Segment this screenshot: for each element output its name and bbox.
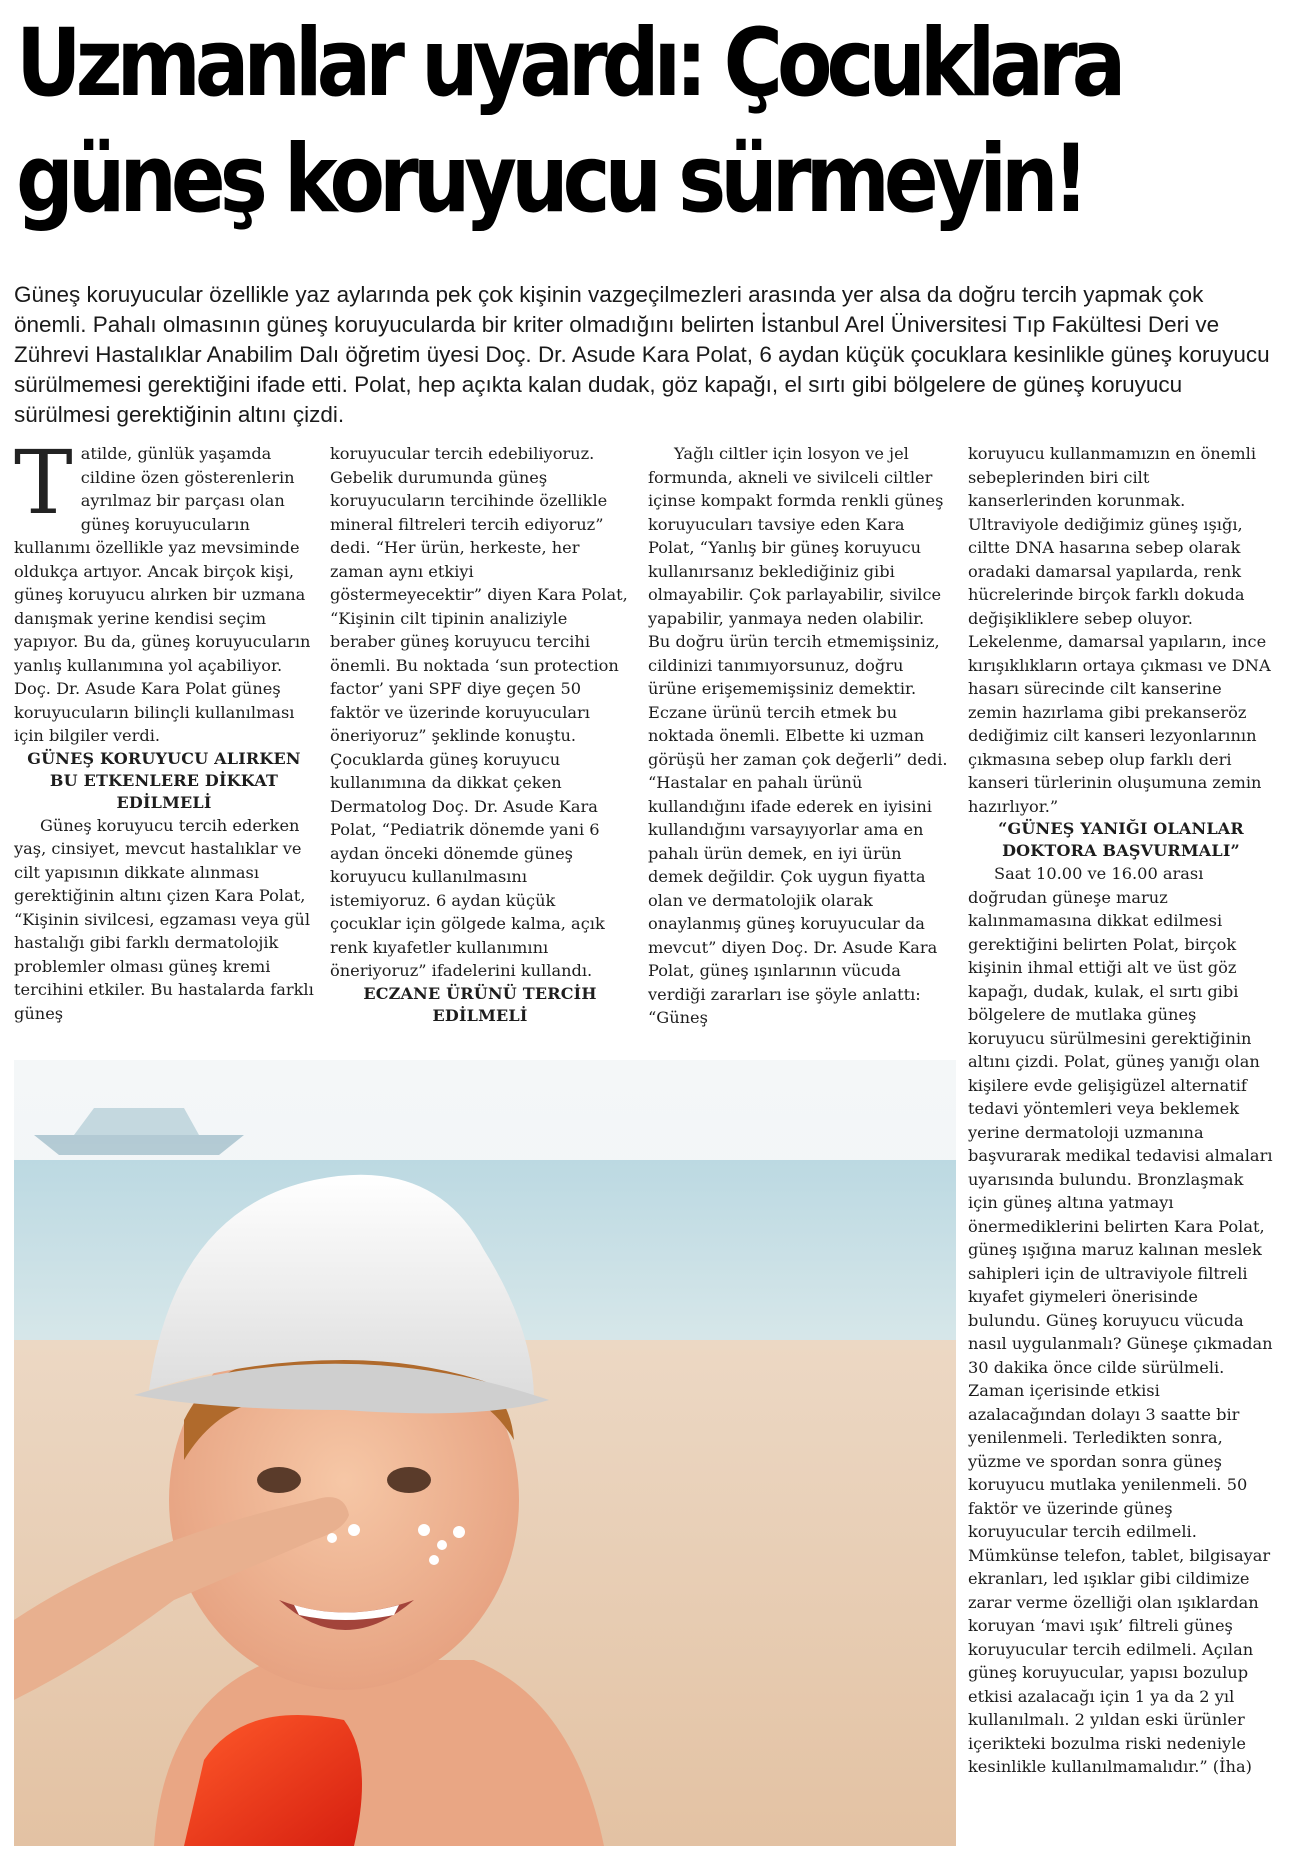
headline-line-1: Uzmanlar uyardı: Çocuklara: [16, 9, 1121, 118]
headline: [16, 6, 1121, 238]
drop-cap: T: [14, 431, 73, 534]
column-1-paragraph-1-text: atilde, günlük yaşamda cildine özen gösterenlerin ayrılmaz bir parçası olan güneş koruyucuların kullanımı özellikle yaz mevsiminde oldukça artıyor. Ancak birçok kişi, güneş koruyucu alırken bir uzmana danışmak yerine kendisi seçim yapıyor. Bu da, güneş koruyucuların yanlış kullanımına yol açabiliyor. Doç. Dr. Asude Kara Polat güneş koruyucuların bilinçli kullanılması için bilgiler verdi.: [14, 444, 311, 745]
headline-line-2: güneş koruyucu sürmeyin!: [16, 125, 1084, 234]
column-1-paragraph-2: Güneş koruyucu tercih ederken yaş, cinsiyet, mevcut hastalıklar ve cilt yapısının dikkate alınması gerektiğinin altını çizen Kara Polat, “Kişinin sivilcesi, egzaması veya gül hastalığı gibi farklı dermatolojik problemler olması güneş kremi tercihini etkiler. Bu hastalarda farklı güneş: [14, 815, 314, 1023]
column-2-paragraph-1: koruyucular tercih edebiliyoruz. Gebelik durumunda güneş koruyucuların tercihinde özellikle mineral filtreleri tercih ediyoruz” dedi. “Her ürün, herkeste, her zaman aynı etkiyi göstermeyecektir” diyen Kara Polat, “Kişinin cilt tipinin analiziyle beraber güneş koruyucu tercihi önemli. Bu noktada ‘sun protection factor’ yani SPF diye geçen 50 faktör ve üzerinde koruyucuları öneriyoruz” şeklinde konuştu. Çocuklarda güneş koruyucu kullanımına da dikkat çeken Dermatolog Doç. Dr. Asude Kara Polat, “Pediatrik dönemde yani 6 aydan önceki dönemde güneş koruyucu kullanılmasını istemiyoruz. 6 aydan küçük çocuklar için gölgede kalma, açık renk kıyafetler kullanımını öneriyoruz” ifadelerini kullandı.: [330, 444, 628, 980]
lead-paragraph: Güneş koruyucular özellikle yaz aylarında pek çok kişinin vazgeçilmezleri arasında yer alsa da doğru tercih yapmak çok önemli. Pahalı olmasının güneş koruyucularda bir kriter olmadığını belirten İstanbul Arel Üniversitesi Tıp Fakültesi Deri ve Zührevi Hastalıklar Anabilim Dalı öğretim üyesi Doç. Dr. Asude Kara Polat, 6 aydan küçük çocuklara kesinlikle güneş koruyucu sürülmemesi gerektiğini ifade etti. Polat, hep açıkta kalan dudak, göz kapağı, el sırtı gibi bölgelere de güneş koruyucu sürülmesi gerektiğinin altını çizdi.: [14, 282, 1270, 427]
article-column-3: [648, 442, 948, 1030]
subheading-gunes-yanigi: “GÜNEŞ YANIĞI OLANLAR DOKTORA BAŞVURMALI”: [998, 819, 1244, 860]
article-column-2: [330, 442, 630, 1027]
child-sunscreen-photo: [14, 1060, 956, 1846]
photo-illustration: [14, 1060, 956, 1846]
column-4-paragraph-2: Saat 10.00 ve 16.00 arası doğrudan güneşe maruz kalınmamasına dikkat edilmesi gerektiğini belirten Polat, birçok kişinin ihmal ettiği alt ve üst göz kapağı, dudak, kulak, el sırtı gibi bölgelere de mutlaka güneş koruyucu sürülmesini gerektiğinin altını çizdi. Polat, güneş yanığı olan kişilere evde gelişigüzel alternatif tedavi yöntemleri veya beklemek yerine dermatoloji uzmanına başvurarak medikal tedavisi almaları uyarısında bulundu. Bronzlaşmak için güneş altına yatmayı önermediklerini belirten Kara Polat, güneş ışığına maruz kalınan meslek sahipleri için de ultraviyole filtreli kıyafet giymeleri önerisinde bulundu. Güneş koruyucu vücuda nasıl uygulanmalı? Güneşe çıkmadan 30 dakika önce cilde sürülmeli. Zaman içerisinde etkisi azalacağından dolayı 3 saatte bir yenilenmeli. Terledikten sonra, yüzme ve spordan sonra güneş koruyucu mutlaka yenilenmeli. 50 faktör ve üzerinde güneş koruyucular tercih edilmeli. Mümkünse telefon, tablet, bilgisayar ekranları, led ışıklar gibi cildimize zarar verme özelliği olan ışıklardan koruyan ‘mavi ışık’ filtreli güneş koruyucular tercih edilmeli. Açılan güneş koruyucular, yapısı bozulup etkisi azalacağı için 1 ya da 2 yıl kullanılmalı. 2 yıldan eski ürünler içerikteki bozulma riski nedeniyle kesinlikle kullanılmamalıdır.” (İha): [968, 864, 1273, 1776]
column-4-paragraph-1: koruyucu kullanmamızın en önemli sebeplerinden biri cilt kanserlerinden korunmak. Ultraviyole dediğimiz güneş ışığı, ciltte DNA hasarına sebep olarak oradaki damarsal yapılarda, renk hücrelerinde birçok farklı dokuda değişikliklere sebep oluyor. Lekelenme, damarsal yapıların, ince kırışıklıkların ortaya çıkması ve DNA hasarı sürecinde cilt kanserine zemin hazırlama gibi prekanseröz dediğimiz cilt kanseri lezyonlarının çıkmasına sebep olup farklı deri kanseri türlerinin oluşumuna zemin hazırlıyor.”: [968, 444, 1271, 816]
subheading-eczane: ECZANE ÜRÜNÜ TERCİH EDİLMELİ: [363, 983, 597, 1025]
subheading-dikkat: GÜNEŞ KORUYUCU ALIRKEN BU ETKENLERE DİKKAT EDİLMELİ: [27, 748, 301, 812]
column-1-paragraph-1: [14, 431, 314, 748]
column-3-paragraph-1: Yağlı ciltler için losyon ve jel formunda, akneli ve sivilceli ciltler içinse kompakt formda renkli güneş koruyucuları tavsiye eden Kara Polat, “Yanlış bir güneş koruyucu kullanırsanız beklediğiniz gibi olmayabilir. Çok parlayabilir, sivilce yapabilir, yanmaya neden olabilir. Bu doğru ürün tercih etmemişsiniz, cildinizi tanımıyorsunuz, doğru ürüne erişememişsiniz demektir. Eczane ürünü tercih etmek bu noktada önemli. Elbette ki uzman görüşü her zaman çok değerli” dedi. “Hastalar en pahalı ürünü kullandığını ifade ederek en iyisini kullandığını varsayıyorlar ama en pahalı ürün demek, en iyi ürün demek değildir. Çok uygun fiyatta olan ve dermatolojik olarak onaylanmış güneş koruyucular da mevcut” diyen Doç. Dr. Asude Kara Polat, güneş ışınlarının vücuda verdiği zararları ise şöyle anlattı: “Güneş: [648, 444, 948, 1027]
article-column-1: [14, 431, 314, 1025]
article-column-4: [968, 442, 1274, 1779]
